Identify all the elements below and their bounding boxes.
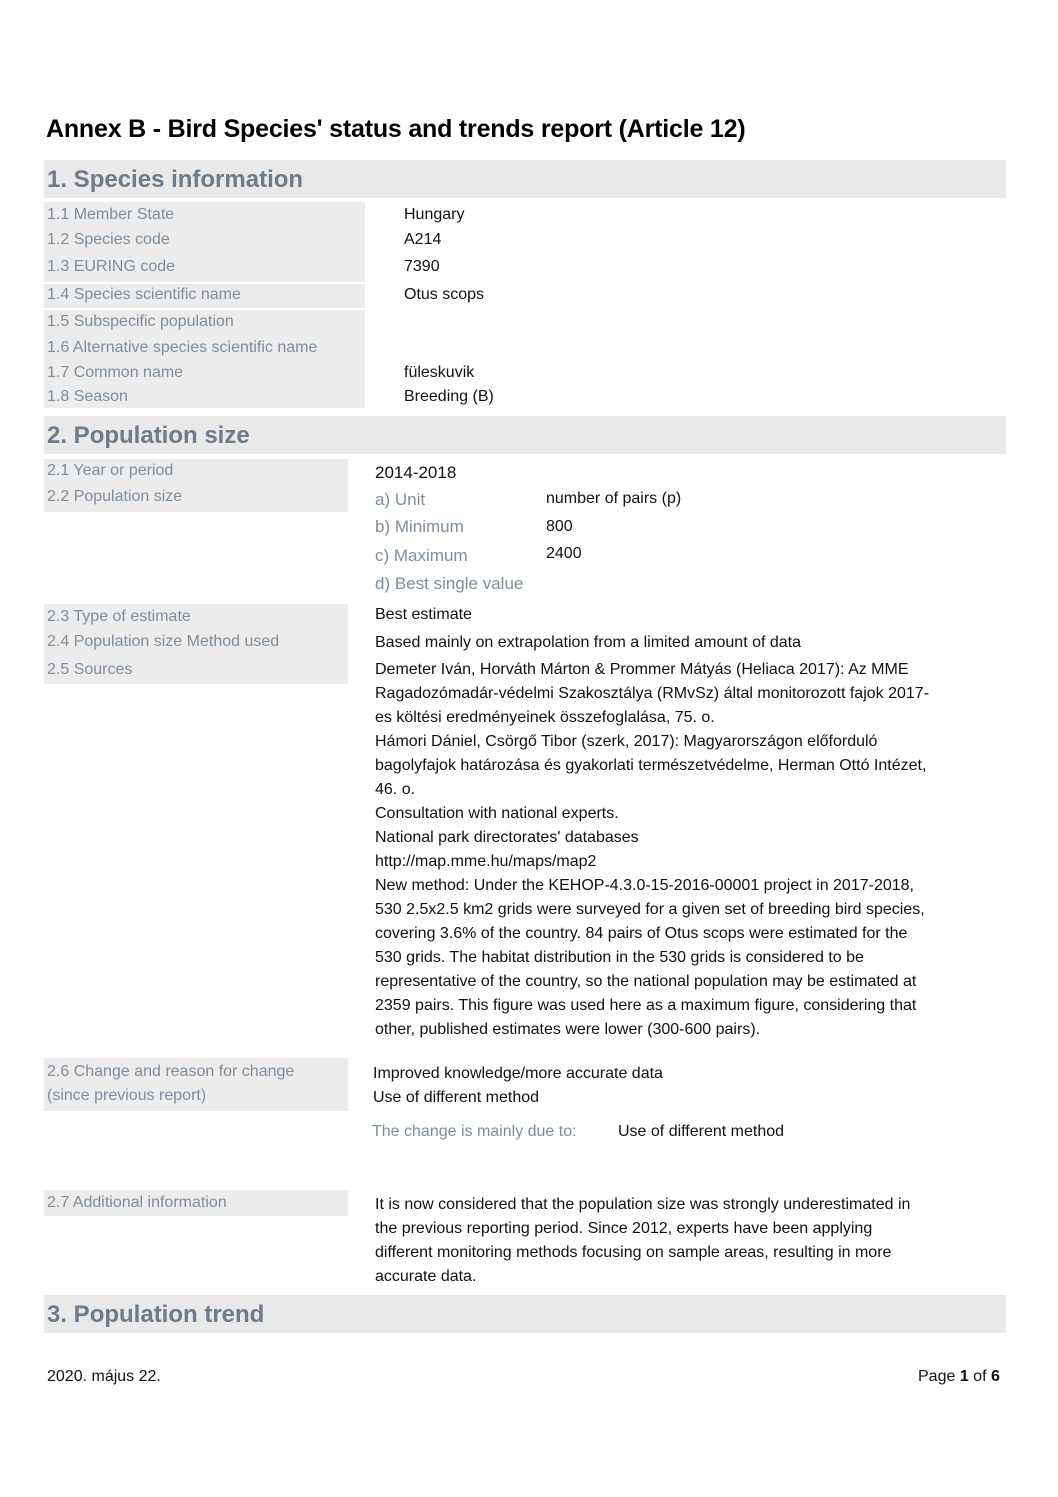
additional-info-text [375, 1193, 1005, 1289]
best-single-value-label: d) Best single value [375, 574, 524, 593]
scientific-name-label: 1.4 Species scientific name [47, 286, 241, 303]
sources-label: 2.5 Sources [47, 661, 133, 678]
sources-line: 2359 pairs. This figure was used here as a maximum figure, considering that [375, 997, 917, 1014]
sources-text [375, 658, 1005, 1042]
document-title: Annex B - Bird Species' status and trends report (Article 12) [46, 115, 746, 143]
subspecific-population-label: 1.5 Subspecific population [47, 313, 234, 330]
label-divider [44, 308, 365, 310]
sources-line: 46. o. [375, 781, 416, 798]
minimum-value: 800 [546, 518, 573, 535]
scientific-name-value: Otus scops [404, 286, 485, 303]
additional-info-line: the previous reporting period. Since 2012, experts have been applying [375, 1220, 873, 1237]
sources-line: New method: Under the KEHOP-4.3.0-15-2016-00001 project in 2017-2018, [375, 877, 914, 894]
euring-code-label: 1.3 EURING code [47, 258, 176, 275]
footer-date: 2020. május 22. [47, 1368, 161, 1385]
additional-info-line: different monitoring methods focusing on sample areas, resulting in more [375, 1244, 892, 1261]
sources-line: Hámori Dániel, Csörgő Tibor (szerk, 2017): Magyarországon előforduló [375, 733, 878, 750]
change-reason-value-2: Use of different method [373, 1089, 540, 1106]
euring-code-value: 7390 [404, 258, 440, 275]
page-total: 6 [990, 1368, 1000, 1385]
page-current: 1 [959, 1368, 969, 1385]
year-period-value: 2014-2018 [375, 463, 457, 482]
page-of: of [968, 1368, 991, 1385]
common-name-label: 1.7 Common name [47, 364, 184, 381]
estimate-type-label: 2.3 Type of estimate [47, 608, 191, 625]
sources-line: Ragadozómadár-védelmi Szakosztálya (RMvSz) által monitorozott fajok 2017- [375, 685, 930, 702]
method-used-value: Based mainly on extrapolation from a limited amount of data [375, 634, 802, 651]
estimate-type-value: Best estimate [375, 606, 472, 623]
species-code-label: 1.2 Species code [47, 231, 170, 248]
sources-line: Demeter Iván, Horváth Márton & Prommer Mátyás (Heliaca 2017): Az MME [375, 661, 909, 678]
section-2-heading: 2. Population size [47, 422, 250, 449]
maximum-label: c) Maximum [375, 546, 468, 565]
change-due-value: Use of different method [618, 1123, 785, 1140]
section-3-heading: 3. Population trend [47, 1301, 265, 1328]
page-prefix: Page [918, 1368, 960, 1385]
additional-info-line: accurate data. [375, 1268, 477, 1285]
sources-line: other, published estimates were lower (300-600 pairs). [375, 1021, 761, 1038]
unit-value: number of pairs (p) [546, 490, 682, 507]
maximum-value: 2400 [546, 545, 582, 562]
year-period-label: 2.1 Year or period [47, 462, 174, 479]
additional-info-line: It is now considered that the population size was strongly underestimated in [375, 1196, 911, 1213]
season-label: 1.8 Season [47, 388, 128, 405]
sources-line: bagolyfajok határozása és gyakorlati természetvédelme, Herman Ottó Intézet, [375, 757, 927, 774]
sources-line: covering 3.6% of the country. 84 pairs of Otus scops were estimated for the [375, 925, 908, 942]
section-1-heading: 1. Species information [47, 166, 304, 193]
season-value: Breeding (B) [404, 388, 494, 405]
sources-line: representative of the country, so the national population may be estimated at [375, 973, 917, 990]
sources-line: National park directorates' databases [375, 829, 639, 846]
minimum-label: b) Minimum [375, 517, 464, 536]
member-state-label: 1.1 Member State [47, 206, 175, 223]
sources-line: 530 2.5x2.5 km2 grids were surveyed for a given set of breeding bird species, [375, 901, 925, 918]
unit-label: a) Unit [375, 490, 426, 509]
sources-line: 530 grids. The habitat distribution in the 530 grids is considered to be [375, 949, 864, 966]
change-reason-value-1: Improved knowledge/more accurate data [373, 1065, 663, 1082]
species-code-value: A214 [404, 231, 442, 248]
additional-info-label: 2.7 Additional information [47, 1194, 227, 1211]
change-reason-label: 2.6 Change and reason for change [47, 1063, 295, 1080]
page-number [918, 1368, 1000, 1386]
sources-line: Consultation with national experts. [375, 805, 619, 822]
alternative-name-label: 1.6 Alternative species scientific name [47, 339, 318, 356]
sources-link[interactable]: http://map.mme.hu/maps/map2 [375, 853, 597, 870]
population-size-label: 2.2 Population size [47, 488, 183, 505]
label-divider [44, 282, 365, 284]
method-used-label: 2.4 Population size Method used [47, 633, 280, 650]
sources-line: es költési eredményeinek összefoglalása, 75. o. [375, 709, 715, 726]
member-state-value: Hungary [404, 206, 465, 223]
change-reason-label-2: (since previous report) [47, 1087, 207, 1104]
common-name-value: füleskuvik [404, 364, 475, 381]
change-due-label: The change is mainly due to: [372, 1123, 577, 1140]
